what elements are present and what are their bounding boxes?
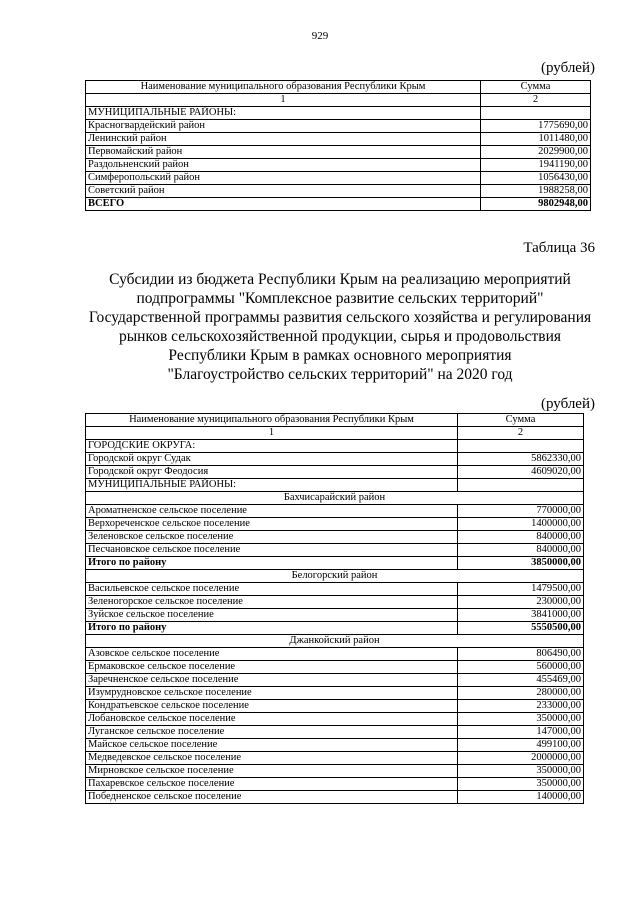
header-sum: Сумма [458,414,584,427]
table-row [86,172,591,185]
municipality-name: Городской округ Феодосия [86,466,458,479]
municipality-name: Советский район [86,185,481,198]
amount: 806490,00 [458,648,584,661]
table-row [86,739,584,752]
header-name: Наименование муниципального образования Республики Крым [86,81,481,94]
table-header-row [86,81,591,94]
section-row [86,479,584,492]
table-row [86,531,584,544]
table-row [86,752,584,765]
title-line: Субсидии из бюджета Республики Крым на реализацию мероприятий [109,271,571,288]
settlement-name: Пахаревское сельское поселение [86,778,458,791]
column-number-row [86,94,591,107]
table-row [86,726,584,739]
empty-cell [458,440,584,453]
amount: 2000000,00 [458,752,584,765]
district-total-label: Итого по району [86,622,458,635]
column-number: 1 [86,94,481,107]
district-total-label: Итого по району [86,557,458,570]
currency-label: (рублей) [540,60,595,76]
settlement-name: Изумрудновское сельское поселение [86,687,458,700]
table-row [86,596,584,609]
municipality-name: Первомайский район [86,146,481,159]
settlement-name: Ароматненское сельское поселение [86,505,458,518]
amount: 1941190,00 [481,159,591,172]
amount: 1479500,00 [458,583,584,596]
settlement-name: Майское сельское поселение [86,739,458,752]
district-total-row [86,557,584,570]
settlement-name: Победненское сельское поселение [86,791,458,804]
table-header-row [86,414,584,427]
district-name: Бахчисарайский район [86,492,584,505]
table-row [86,661,584,674]
municipal-subsidy-table [85,80,591,211]
amount: 455469,00 [458,674,584,687]
settlement-name: Кондратьевское сельское поселение [86,700,458,713]
amount: 770000,00 [458,505,584,518]
municipality-name: Раздольненский район [86,159,481,172]
settlement-name: Ермаковское сельское поселение [86,661,458,674]
table-row [86,609,584,622]
empty-cell [458,479,584,492]
column-number-row [86,427,584,440]
amount: 2029900,00 [481,146,591,159]
header-sum: Сумма [481,81,591,94]
amount: 230000,00 [458,596,584,609]
title-line: подпрограммы "Комплексное развитие сельских территорий" [136,290,544,307]
table-row [86,518,584,531]
municipality-name: Городской округ Судак [86,453,458,466]
table-row [86,791,584,804]
header-name: Наименование муниципального образования Республики Крым [86,414,458,427]
amount: 233000,00 [458,700,584,713]
settlement-name: Азовское сельское поселение [86,648,458,661]
municipality-name: Симферопольский район [86,172,481,185]
section-label: МУНИЦИПАЛЬНЫЕ РАЙОНЫ: [86,107,481,120]
table-number-label: Таблица 36 [523,240,595,256]
title-line: "Благоустройство сельских территорий" на 2020 год [167,366,513,383]
district-name: Белогорский район [86,570,584,583]
section-label: МУНИЦИПАЛЬНЫЕ РАЙОНЫ: [86,479,458,492]
empty-cell [481,107,591,120]
amount: 1011480,00 [481,133,591,146]
total-row [86,198,591,211]
amount: 840000,00 [458,544,584,557]
district-total-amount: 3850000,00 [458,557,584,570]
section-label: ГОРОДСКИЕ ОКРУГА: [86,440,458,453]
amount: 560000,00 [458,661,584,674]
page-number: 929 [311,30,329,42]
amount: 499100,00 [458,739,584,752]
district-name: Джанкойский район [86,635,584,648]
currency-label-2: (рублей) [540,396,595,412]
district-row [86,570,584,583]
district-total-amount: 5550500,00 [458,622,584,635]
settlement-name: Зеленогорское сельское поселение [86,596,458,609]
district-row [86,492,584,505]
rural-development-subsidy-table [85,413,584,804]
column-number: 2 [458,427,584,440]
amount: 1400000,00 [458,518,584,531]
district-total-row [86,622,584,635]
table-row [86,544,584,557]
amount: 147000,00 [458,726,584,739]
settlement-name: Васильевское сельское поселение [86,583,458,596]
settlement-name: Лобановское сельское поселение [86,713,458,726]
amount: 1775690,00 [481,120,591,133]
amount: 350000,00 [458,778,584,791]
table-row [86,674,584,687]
title-line: Государственной программы развития сельского хозяйства и регулирования [88,309,592,326]
settlement-name: Медведевское сельское поселение [86,752,458,765]
total-amount: 9802948,00 [481,198,591,211]
total-label: ВСЕГО [86,198,481,211]
district-row [86,635,584,648]
table-row [86,466,584,479]
section-row [86,107,591,120]
amount: 4609020,00 [458,466,584,479]
table-row [86,687,584,700]
municipality-name: Ленинский район [86,133,481,146]
settlement-name: Зеленовское сельское поселение [86,531,458,544]
table-row [86,583,584,596]
amount: 840000,00 [458,531,584,544]
settlement-name: Песчановское сельское поселение [86,544,458,557]
settlement-name: Зуйское сельское поселение [86,609,458,622]
amount: 280000,00 [458,687,584,700]
table-row [86,159,591,172]
settlement-name: Верхореченское сельское поселение [86,518,458,531]
table-row [86,778,584,791]
amount: 1988258,00 [481,185,591,198]
table-row [86,453,584,466]
table-row [86,648,584,661]
amount: 350000,00 [458,765,584,778]
table-row [86,185,591,198]
municipality-name: Красногвардейский район [86,120,481,133]
amount: 140000,00 [458,791,584,804]
amount: 350000,00 [458,713,584,726]
table-row [86,505,584,518]
amount: 1056430,00 [481,172,591,185]
table-title [85,270,595,384]
title-line: рынков сельскохозяйственной продукции, сырья и продовольствия [119,328,561,345]
settlement-name: Заречненское сельское поселение [86,674,458,687]
column-number: 1 [86,427,458,440]
settlement-name: Луганское сельское поселение [86,726,458,739]
table-row [86,133,591,146]
title-line: Республики Крым в рамках основного мероприятия [168,347,512,364]
amount: 3841000,00 [458,609,584,622]
table-row [86,120,591,133]
table-row [86,713,584,726]
section-row [86,440,584,453]
table-row [86,765,584,778]
amount: 5862330,00 [458,453,584,466]
table-row [86,700,584,713]
table-row [86,146,591,159]
column-number: 2 [481,94,591,107]
settlement-name: Мирновское сельское поселение [86,765,458,778]
